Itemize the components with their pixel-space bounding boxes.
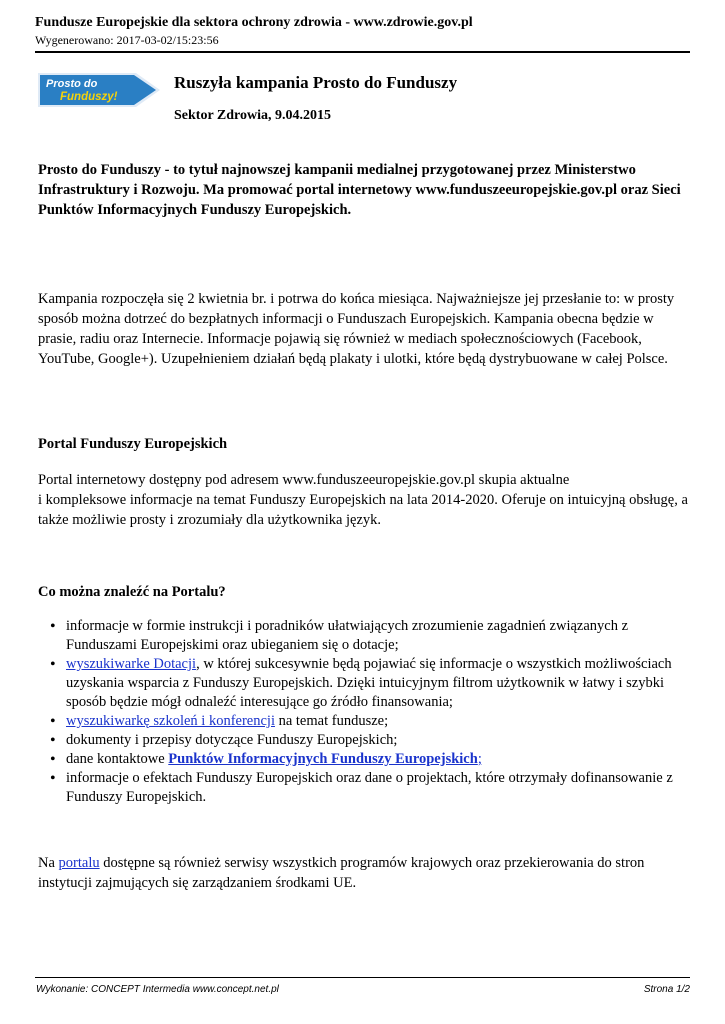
- list-item-text: informacje w formie instrukcji i poradników ułatwiających zrozumienie zagadnień związanych z Funduszami Europejskimi oraz ubieganiem się o dotacje;: [66, 618, 629, 653]
- list-item-text: dokumenty i przepisy dotyczące Funduszy Europejskich;: [66, 732, 398, 748]
- heading-what-on-portal: Co można znaleźć na Portalu?: [38, 584, 226, 600]
- portal-link[interactable]: portalu: [58, 855, 100, 871]
- footer-credit: Wykonanie: CONCEPT Intermedia www.concept.net.pl: [36, 984, 279, 995]
- article-title: Ruszyła kampania Prosto do Funduszy: [174, 73, 458, 92]
- list-item-text: , w której sukcesywnie będą pojawiać się informacje o wszystkich możliwościach uzyskania wsparcia z Funduszy Europejskich. Dzięki intuicyjnym filtrom użytkownik w łatwy i szybki sposób będzie mógł odnaleźć interesujące go źródło finansowania;: [66, 656, 672, 710]
- article-lead: Prosto do Funduszy - to tytuł najnowszej kampanii medialnej przygotowanej przez Ministerstwo Infrastruktury i Rozwoju. Ma promować portal internetowy www.funduszeeuropejskie.gov.pl oraz Sieci Punktów Informacyjnych Funduszy Europejskich.: [38, 162, 681, 218]
- generated-timestamp: Wygenerowano: 2017-03-02/15:23:56: [35, 33, 219, 47]
- paragraph-text: dostępne są również serwisy wszystkich programów krajowych oraz przekierowania do stron instytucji zajmujących się zarządzaniem środkami UE.: [38, 855, 645, 891]
- paragraph-campaign: Kampania rozpoczęła się 2 kwietnia br. i potrwa do końca miesiąca. Najważniejsze jej przesłanie to: w prosty sposób można dotrzeć do bezpłatnych informacji o Funduszach Europejskich. Kampania obecna będzie w prasie, radiu oraz Internecie. Informacje pojawią się również w mediach społecznościowych (Facebook, YouTube, Google+). Uzupełnieniem działań będą plakaty i ulotki, które będą dystrybuowane w całej Polsce.: [38, 291, 675, 367]
- paragraph-portal-rest: i kompleksowe informacje na temat Funduszy Europejskich na lata 2014-2020. Oferuje on intuicyjną obsługę, a także możliwie prosty i zrozumiały dla użytkownika język.: [38, 492, 688, 528]
- portal-features-list: [38, 617, 690, 807]
- logo-line-2: Funduszy!: [60, 91, 118, 103]
- paragraph-portal: [38, 470, 690, 530]
- list-item: [38, 750, 690, 769]
- list-item: [38, 731, 690, 750]
- grants-search-link[interactable]: wyszukiwarke Dotacji: [66, 656, 197, 672]
- paragraph-portal-line1: Portal internetowy dostępny pod adresem www.funduszeeuropejskie.gov.pl skupia aktualne: [38, 472, 570, 488]
- site-title: Fundusze Europejskie dla sektora ochrony zdrowia - www.zdrowie.gov.pl: [35, 15, 473, 30]
- list-item: [38, 655, 690, 712]
- article-byline: Sektor Zdrowia, 9.04.2015: [174, 108, 331, 123]
- list-item-text: na temat fundusze;: [274, 713, 389, 729]
- document-header: [35, 14, 690, 48]
- list-item-text: dane kontaktowe: [66, 751, 169, 767]
- prosto-do-funduszy-logo: [36, 71, 162, 109]
- heading-portal: Portal Funduszy Europejskich: [38, 436, 228, 452]
- list-item: [38, 712, 690, 731]
- info-points-link[interactable]: Punktów Informacyjnych Funduszy Europejskich: [168, 751, 478, 767]
- list-item-text: informacje o efektach Funduszy Europejskich oraz dane o projektach, które otrzymały dofinansowanie z Funduszy Europejskich.: [66, 770, 673, 805]
- logo-line-1: Prosto do: [46, 78, 98, 90]
- list-item: [38, 769, 690, 807]
- footer-divider: [35, 977, 690, 978]
- list-item: [38, 617, 690, 655]
- trainings-search-link[interactable]: wyszukiwarkę szkoleń i konferencji: [66, 713, 275, 729]
- list-item-suffix: ;: [477, 751, 482, 767]
- paragraph-portal-services: [38, 853, 690, 893]
- page-number: Strona 1/2: [643, 984, 690, 995]
- header-divider: [35, 51, 690, 53]
- paragraph-text: Na: [38, 855, 59, 871]
